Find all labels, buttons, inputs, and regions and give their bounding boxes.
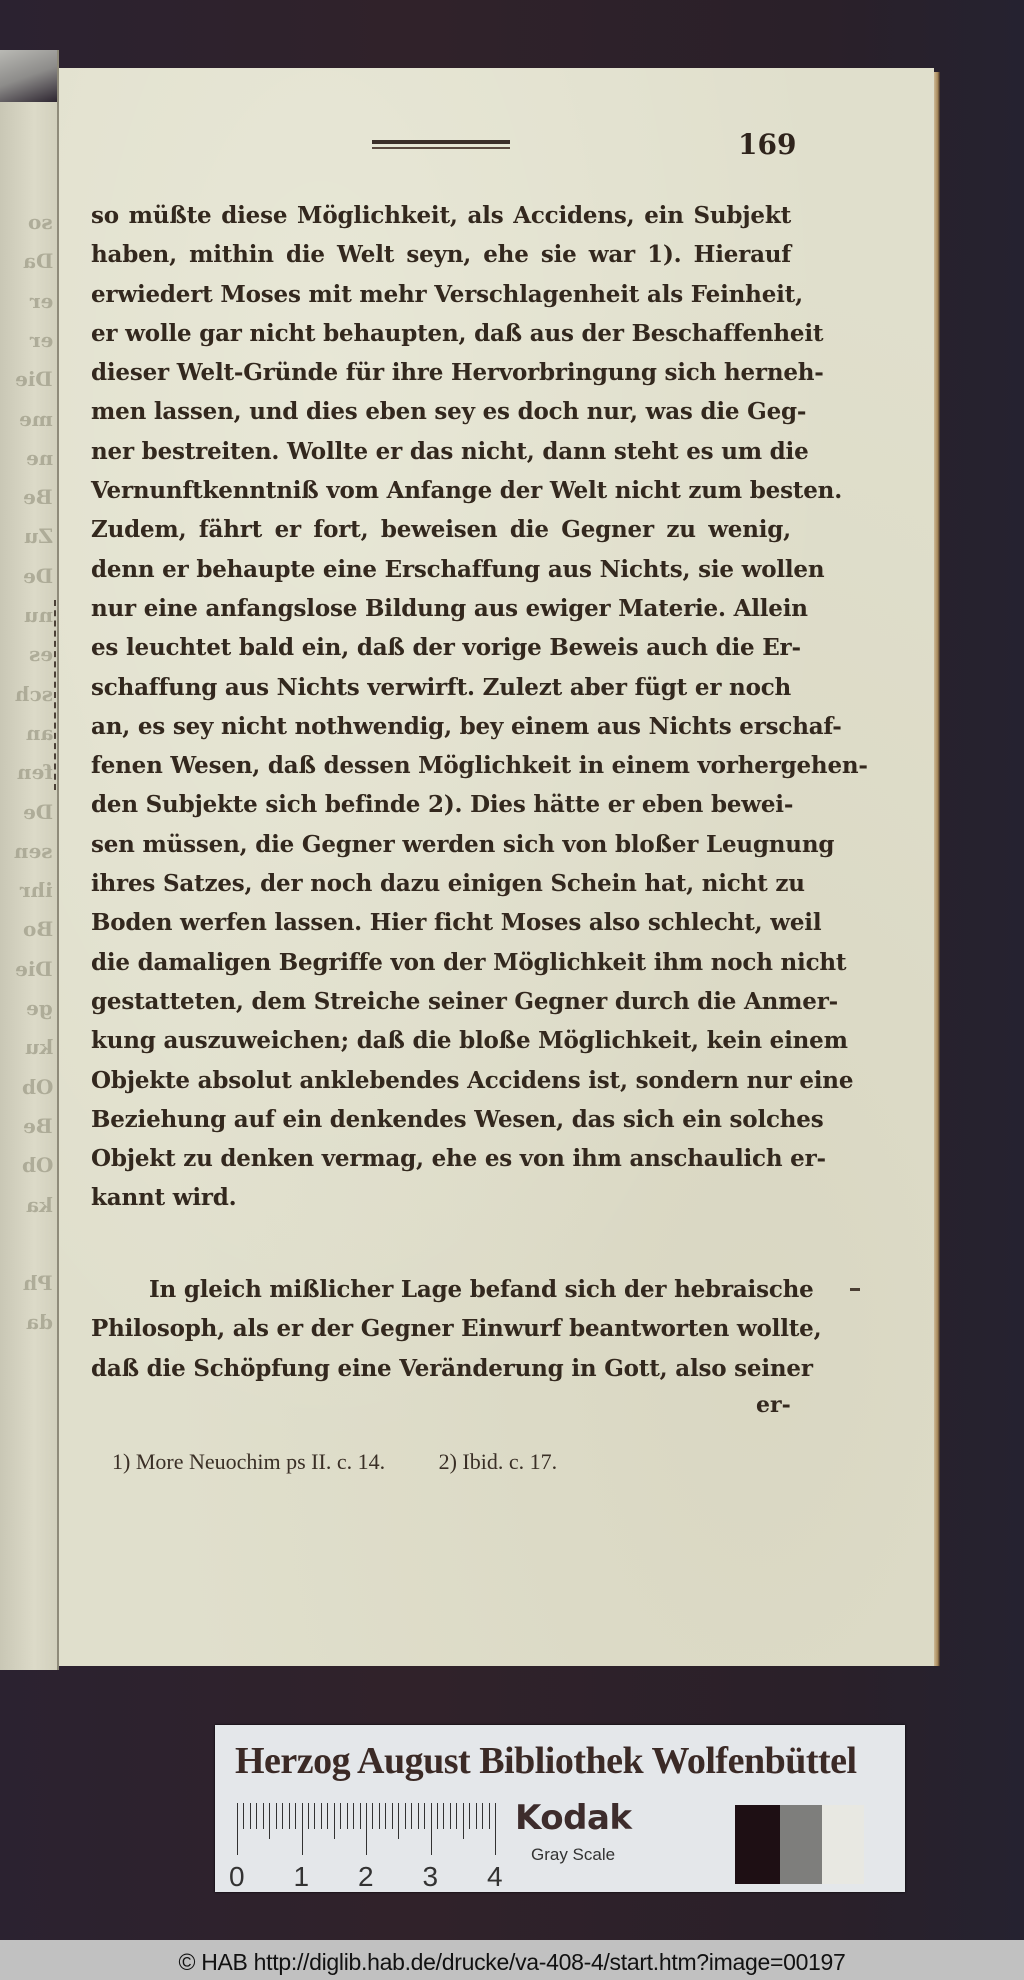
- ruler-tick: [237, 1803, 238, 1855]
- ruler-tick: [489, 1803, 490, 1829]
- header-rule: [372, 140, 510, 149]
- copyright-caption: © HAB http://diglib.hab.de/drucke/va-408-4/start.htm?image=00197: [178, 1949, 846, 1975]
- gray-scale-label: Gray Scale: [531, 1845, 616, 1864]
- ruler-tick: [334, 1803, 335, 1839]
- gray-swatch-white: [822, 1805, 864, 1884]
- ghost-word: me: [19, 406, 53, 431]
- text-line: er wolle gar nicht behaupten, daß aus der Beschaffenheit: [91, 319, 824, 347]
- text-line: Beziehung auf ein denkendes Wesen, das sich ein solches: [91, 1105, 824, 1133]
- ruler-tick: [263, 1803, 264, 1829]
- ghost-word: Da: [22, 249, 53, 274]
- ruler-tick: [308, 1803, 309, 1829]
- ghost-word: fen: [17, 760, 53, 785]
- left-facing-page: [0, 50, 57, 1670]
- library-name: Herzog August Bibliothek Wolfenbüttel: [235, 1740, 857, 1782]
- margin-mark: [850, 1288, 860, 1291]
- ghost-word: ku: [24, 1035, 53, 1060]
- page-edge: [934, 72, 940, 1666]
- ghost-word: Be: [23, 1113, 53, 1138]
- ghost-word: nu: [23, 603, 53, 627]
- ruler-label: 1: [293, 1861, 310, 1892]
- ruler-label: 0: [229, 1861, 245, 1892]
- ruler-tick: [411, 1803, 412, 1829]
- ruler-tick: [269, 1803, 270, 1839]
- text-line: den Subjekte sich befinde 2). Dies hätte er eben bewei-: [91, 791, 794, 819]
- text-line: nur eine anfangslose Bildung aus ewiger Materie. Allein: [91, 594, 808, 622]
- measurement-ruler: [229, 1803, 503, 1892]
- gray-swatch-mid: [780, 1805, 822, 1884]
- footnote-1: 1) More Neuochim ps II. c. 14.: [112, 1449, 386, 1474]
- text-line: denn er behaupte eine Erschaffung aus Nichts, sie wollen: [91, 555, 825, 583]
- ruler-tick: [250, 1803, 251, 1829]
- ghost-word: De: [22, 563, 53, 588]
- text-line: dieser Welt-Gründe für ihre Hervorbringung sich herneh-: [91, 359, 824, 387]
- ruler-tick: [418, 1803, 419, 1829]
- ruler-label: 4: [487, 1861, 503, 1892]
- text-line: sen müssen, die Gegner werden sich von bloßer Leugnung: [91, 830, 835, 858]
- ghost-word: Die: [15, 956, 53, 981]
- ruler-tick: [321, 1803, 322, 1829]
- text-line: daß die Schöpfung eine Veränderung in Gott, also seiner: [91, 1354, 813, 1382]
- text-line: gestatteten, dem Streiche seiner Gegner durch die Anmer-: [91, 987, 838, 1015]
- ghost-word: an: [25, 720, 53, 745]
- text-line: Vernunftkenntniß vom Anfange der Welt nicht zum besten.: [91, 477, 842, 505]
- ghost-word: Bo: [22, 917, 53, 942]
- text-line: kannt wird.: [91, 1184, 237, 1212]
- ghost-word: ne: [25, 445, 53, 470]
- paragraph-1: [91, 196, 868, 1218]
- text-line: erwiedert Moses mit mehr Verschlagenheit als Feinheit,: [91, 280, 803, 308]
- ghost-word: er: [29, 288, 53, 313]
- ruler-tick: [366, 1803, 367, 1855]
- ruler-label: 3: [422, 1861, 439, 1892]
- ruler-label: 2: [358, 1861, 374, 1892]
- text-line: schaffung aus Nichts verwirft. Zulezt aber fügt er noch: [91, 673, 792, 701]
- text-line: ner bestreiten. Wollte er das nicht, dann steht es um die: [91, 437, 809, 465]
- ruler-tick: [347, 1803, 348, 1829]
- kodak-logo: Kodak: [515, 1798, 632, 1838]
- ghost-word: Ph: [23, 1271, 53, 1296]
- text-line: ihres Satzes, der noch dazu einigen Schein hat, nicht zu: [91, 870, 805, 898]
- ruler-tick: [276, 1803, 277, 1829]
- text-line: Philosoph, als er der Gegner Einwurf beantworten wollte,: [91, 1315, 822, 1343]
- ghost-word: Zu: [23, 524, 53, 549]
- text-line: die damaligen Begriffe von der Möglichkeit ihm noch nicht: [91, 948, 847, 976]
- ghost-word: Be: [23, 485, 53, 510]
- ruler-tick: [295, 1803, 296, 1829]
- paragraph-2: [91, 1270, 822, 1388]
- ruler-tick: [289, 1803, 290, 1829]
- page-number: 169: [738, 128, 797, 161]
- ruler-tick: [469, 1803, 470, 1829]
- ruler-tick: [398, 1803, 399, 1839]
- ghost-word: ka: [26, 1192, 53, 1217]
- ghost-word: so: [28, 210, 53, 234]
- ruler-tick: [314, 1803, 315, 1829]
- ruler-tick: [495, 1803, 496, 1855]
- ghost-word: da: [26, 1310, 53, 1335]
- ruler-tick: [302, 1803, 303, 1855]
- text-line: kung auszuweichen; daß die bloße Möglichkeit, kein einem: [91, 1027, 848, 1055]
- color-target-card: [215, 1725, 905, 1892]
- ruler-tick: [476, 1803, 477, 1829]
- ruler-tick: [443, 1803, 444, 1829]
- ruler-tick: [431, 1803, 432, 1855]
- text-line: Zudem, fährt er fort, beweisen die Gegner zu wenig,: [91, 516, 791, 544]
- ghost-word: er: [29, 327, 53, 352]
- ruler-tick: [385, 1803, 386, 1829]
- ruler-tick: [327, 1803, 328, 1829]
- text-line: haben, mithin die Welt seyn, ehe sie war 1). Hierauf: [91, 241, 791, 269]
- ruler-tick: [282, 1803, 283, 1829]
- ruler-tick: [340, 1803, 341, 1829]
- ruler-tick: [456, 1803, 457, 1829]
- catchword: er-: [756, 1392, 791, 1418]
- text-line: fenen Wesen, daß dessen Möglichkeit in einem vorhergehen-: [91, 752, 868, 780]
- footnote-2: 2) Ibid. c. 17.: [438, 1449, 558, 1474]
- text-line: so müßte diese Möglichkeit, als Accidens, ein Subjekt: [91, 202, 791, 229]
- ruler-tick: [482, 1803, 483, 1829]
- text-line: men lassen, und dies eben sey es doch nur, was die Geg-: [91, 398, 807, 426]
- ruler-tick: [424, 1803, 425, 1829]
- ruler-tick: [360, 1803, 361, 1829]
- ruler-tick: [372, 1803, 373, 1829]
- ruler-tick: [379, 1803, 380, 1829]
- text-line: an, es sey nicht nothwendig, bey einem aus Nichts erschaf-: [91, 712, 842, 740]
- text-line: Objekt zu denken vermag, ehe es von ihm anschaulich er-: [91, 1145, 826, 1173]
- text-line: In gleich mißlicher Lage befand sich der hebraische: [149, 1276, 814, 1303]
- ghost-word: ihr: [20, 878, 53, 903]
- ghost-word: Ob: [21, 1153, 53, 1178]
- ruler-tick: [392, 1803, 393, 1829]
- text-line: es leuchtet bald ein, daß der vorige Beweis auch die Er-: [91, 634, 801, 662]
- text-line: Objekte absolut anklebendes Accidens ist, sondern nur eine: [91, 1066, 854, 1094]
- ruler-tick: [437, 1803, 438, 1829]
- footnotes: [112, 1449, 605, 1475]
- ghost-word: Die: [15, 367, 53, 392]
- ghost-word: Ob: [21, 1074, 53, 1099]
- ruler-tick: [256, 1803, 257, 1829]
- ghost-word: sch: [15, 681, 53, 706]
- ruler-tick: [243, 1803, 244, 1829]
- left-page-shadow: [0, 50, 57, 102]
- ghost-word: sen: [14, 838, 53, 863]
- ghost-word: De: [22, 799, 53, 824]
- ghost-word: es: [29, 642, 53, 667]
- ruler-tick: [450, 1803, 451, 1829]
- ruler-tick: [463, 1803, 464, 1839]
- ghost-word: ge: [26, 996, 53, 1020]
- text-line: Boden werfen lassen. Hier ficht Moses also schlecht, weil: [91, 909, 822, 937]
- ruler-tick: [405, 1803, 406, 1829]
- gray-swatch-black: [735, 1805, 780, 1884]
- ruler-tick: [353, 1803, 354, 1829]
